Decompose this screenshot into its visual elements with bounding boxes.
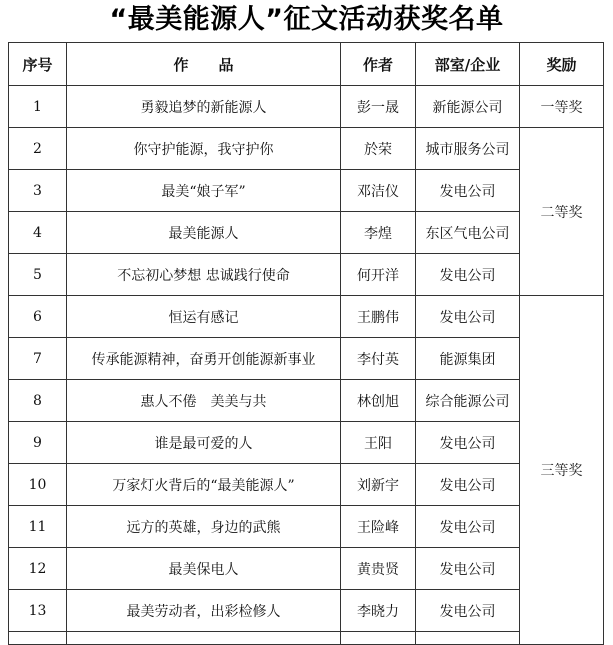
row-no: 4 bbox=[9, 212, 67, 254]
row-work: 远方的英雄，身边的武熊 bbox=[67, 506, 341, 548]
row-dept: 新能源公司 bbox=[416, 86, 520, 128]
row-work: 不忘初心梦想 忠诚践行使命 bbox=[67, 254, 341, 296]
row-no: 9 bbox=[9, 422, 67, 464]
row-no: 10 bbox=[9, 464, 67, 506]
table-row bbox=[9, 506, 604, 548]
row-no: 3 bbox=[9, 170, 67, 212]
award-table bbox=[8, 42, 604, 645]
row-dept: 综合能源公司 bbox=[416, 380, 520, 422]
table-row bbox=[9, 212, 604, 254]
table-row bbox=[9, 254, 604, 296]
prize-second: 二等奖 bbox=[520, 128, 604, 296]
table-row bbox=[9, 380, 604, 422]
header-no: 序号 bbox=[9, 43, 67, 86]
row-dept: 发电公司 bbox=[416, 506, 520, 548]
row-author: 王鹏伟 bbox=[341, 296, 416, 338]
table-row bbox=[9, 128, 604, 170]
table-row bbox=[9, 338, 604, 380]
table-row-cut-off bbox=[9, 632, 604, 645]
row-no: 8 bbox=[9, 380, 67, 422]
row-author: 邓洁仪 bbox=[341, 170, 416, 212]
row-work: 你守护能源，我守护你 bbox=[67, 128, 341, 170]
row-author: 彭一晟 bbox=[341, 86, 416, 128]
row-work: 最美“娘子军” bbox=[67, 170, 341, 212]
row-no: 2 bbox=[9, 128, 67, 170]
row-dept: 发电公司 bbox=[416, 590, 520, 632]
row-no bbox=[9, 632, 67, 645]
header-dept: 部室/企业 bbox=[416, 43, 520, 86]
header-author: 作者 bbox=[341, 43, 416, 86]
page-title: “最美能源人”征文活动获奖名单 bbox=[109, 4, 504, 35]
row-work: 最美劳动者，出彩检修人 bbox=[67, 590, 341, 632]
row-dept: 发电公司 bbox=[416, 170, 520, 212]
row-dept: 东区气电公司 bbox=[416, 212, 520, 254]
table-row bbox=[9, 548, 604, 590]
prize-third: 三等奖 bbox=[520, 296, 604, 645]
table-row bbox=[9, 170, 604, 212]
row-dept: 城市服务公司 bbox=[416, 128, 520, 170]
row-no: 7 bbox=[9, 338, 67, 380]
row-author: 王阳 bbox=[341, 422, 416, 464]
row-no: 1 bbox=[9, 86, 67, 128]
table-header-row bbox=[9, 43, 604, 86]
row-author: 李煌 bbox=[341, 212, 416, 254]
row-work bbox=[67, 632, 341, 645]
header-prize: 奖励 bbox=[520, 43, 604, 86]
row-author: 林创旭 bbox=[341, 380, 416, 422]
row-author: 王险峰 bbox=[341, 506, 416, 548]
row-no: 12 bbox=[9, 548, 67, 590]
row-work: 勇毅追梦的新能源人 bbox=[67, 86, 341, 128]
row-author: 黄贵贤 bbox=[341, 548, 416, 590]
row-no: 13 bbox=[9, 590, 67, 632]
row-dept: 能源集团 bbox=[416, 338, 520, 380]
row-work: 惠人不倦 美美与共 bbox=[67, 380, 341, 422]
row-no: 5 bbox=[9, 254, 67, 296]
row-author: 刘新宇 bbox=[341, 464, 416, 506]
table-row bbox=[9, 296, 604, 338]
row-dept: 发电公司 bbox=[416, 296, 520, 338]
row-work: 传承能源精神，奋勇开创能源新事业 bbox=[67, 338, 341, 380]
table-row bbox=[9, 86, 604, 128]
row-work: 万家灯火背后的“最美能源人” bbox=[67, 464, 341, 506]
table-row bbox=[9, 464, 604, 506]
row-dept: 发电公司 bbox=[416, 422, 520, 464]
header-work: 作 品 bbox=[67, 43, 341, 86]
row-no: 11 bbox=[9, 506, 67, 548]
row-work: 恒运有感记 bbox=[67, 296, 341, 338]
prize-first: 一等奖 bbox=[520, 86, 604, 128]
row-author: 於荣 bbox=[341, 128, 416, 170]
row-author bbox=[341, 632, 416, 645]
row-dept bbox=[416, 632, 520, 645]
row-work: 谁是最可爱的人 bbox=[67, 422, 341, 464]
row-dept: 发电公司 bbox=[416, 548, 520, 590]
table-row bbox=[9, 422, 604, 464]
row-work: 最美能源人 bbox=[67, 212, 341, 254]
row-dept: 发电公司 bbox=[416, 464, 520, 506]
row-work: 最美保电人 bbox=[67, 548, 341, 590]
row-dept: 发电公司 bbox=[416, 254, 520, 296]
table-row bbox=[9, 590, 604, 632]
row-author: 何开洋 bbox=[341, 254, 416, 296]
row-author: 李晓力 bbox=[341, 590, 416, 632]
row-no: 6 bbox=[9, 296, 67, 338]
row-author: 李付英 bbox=[341, 338, 416, 380]
